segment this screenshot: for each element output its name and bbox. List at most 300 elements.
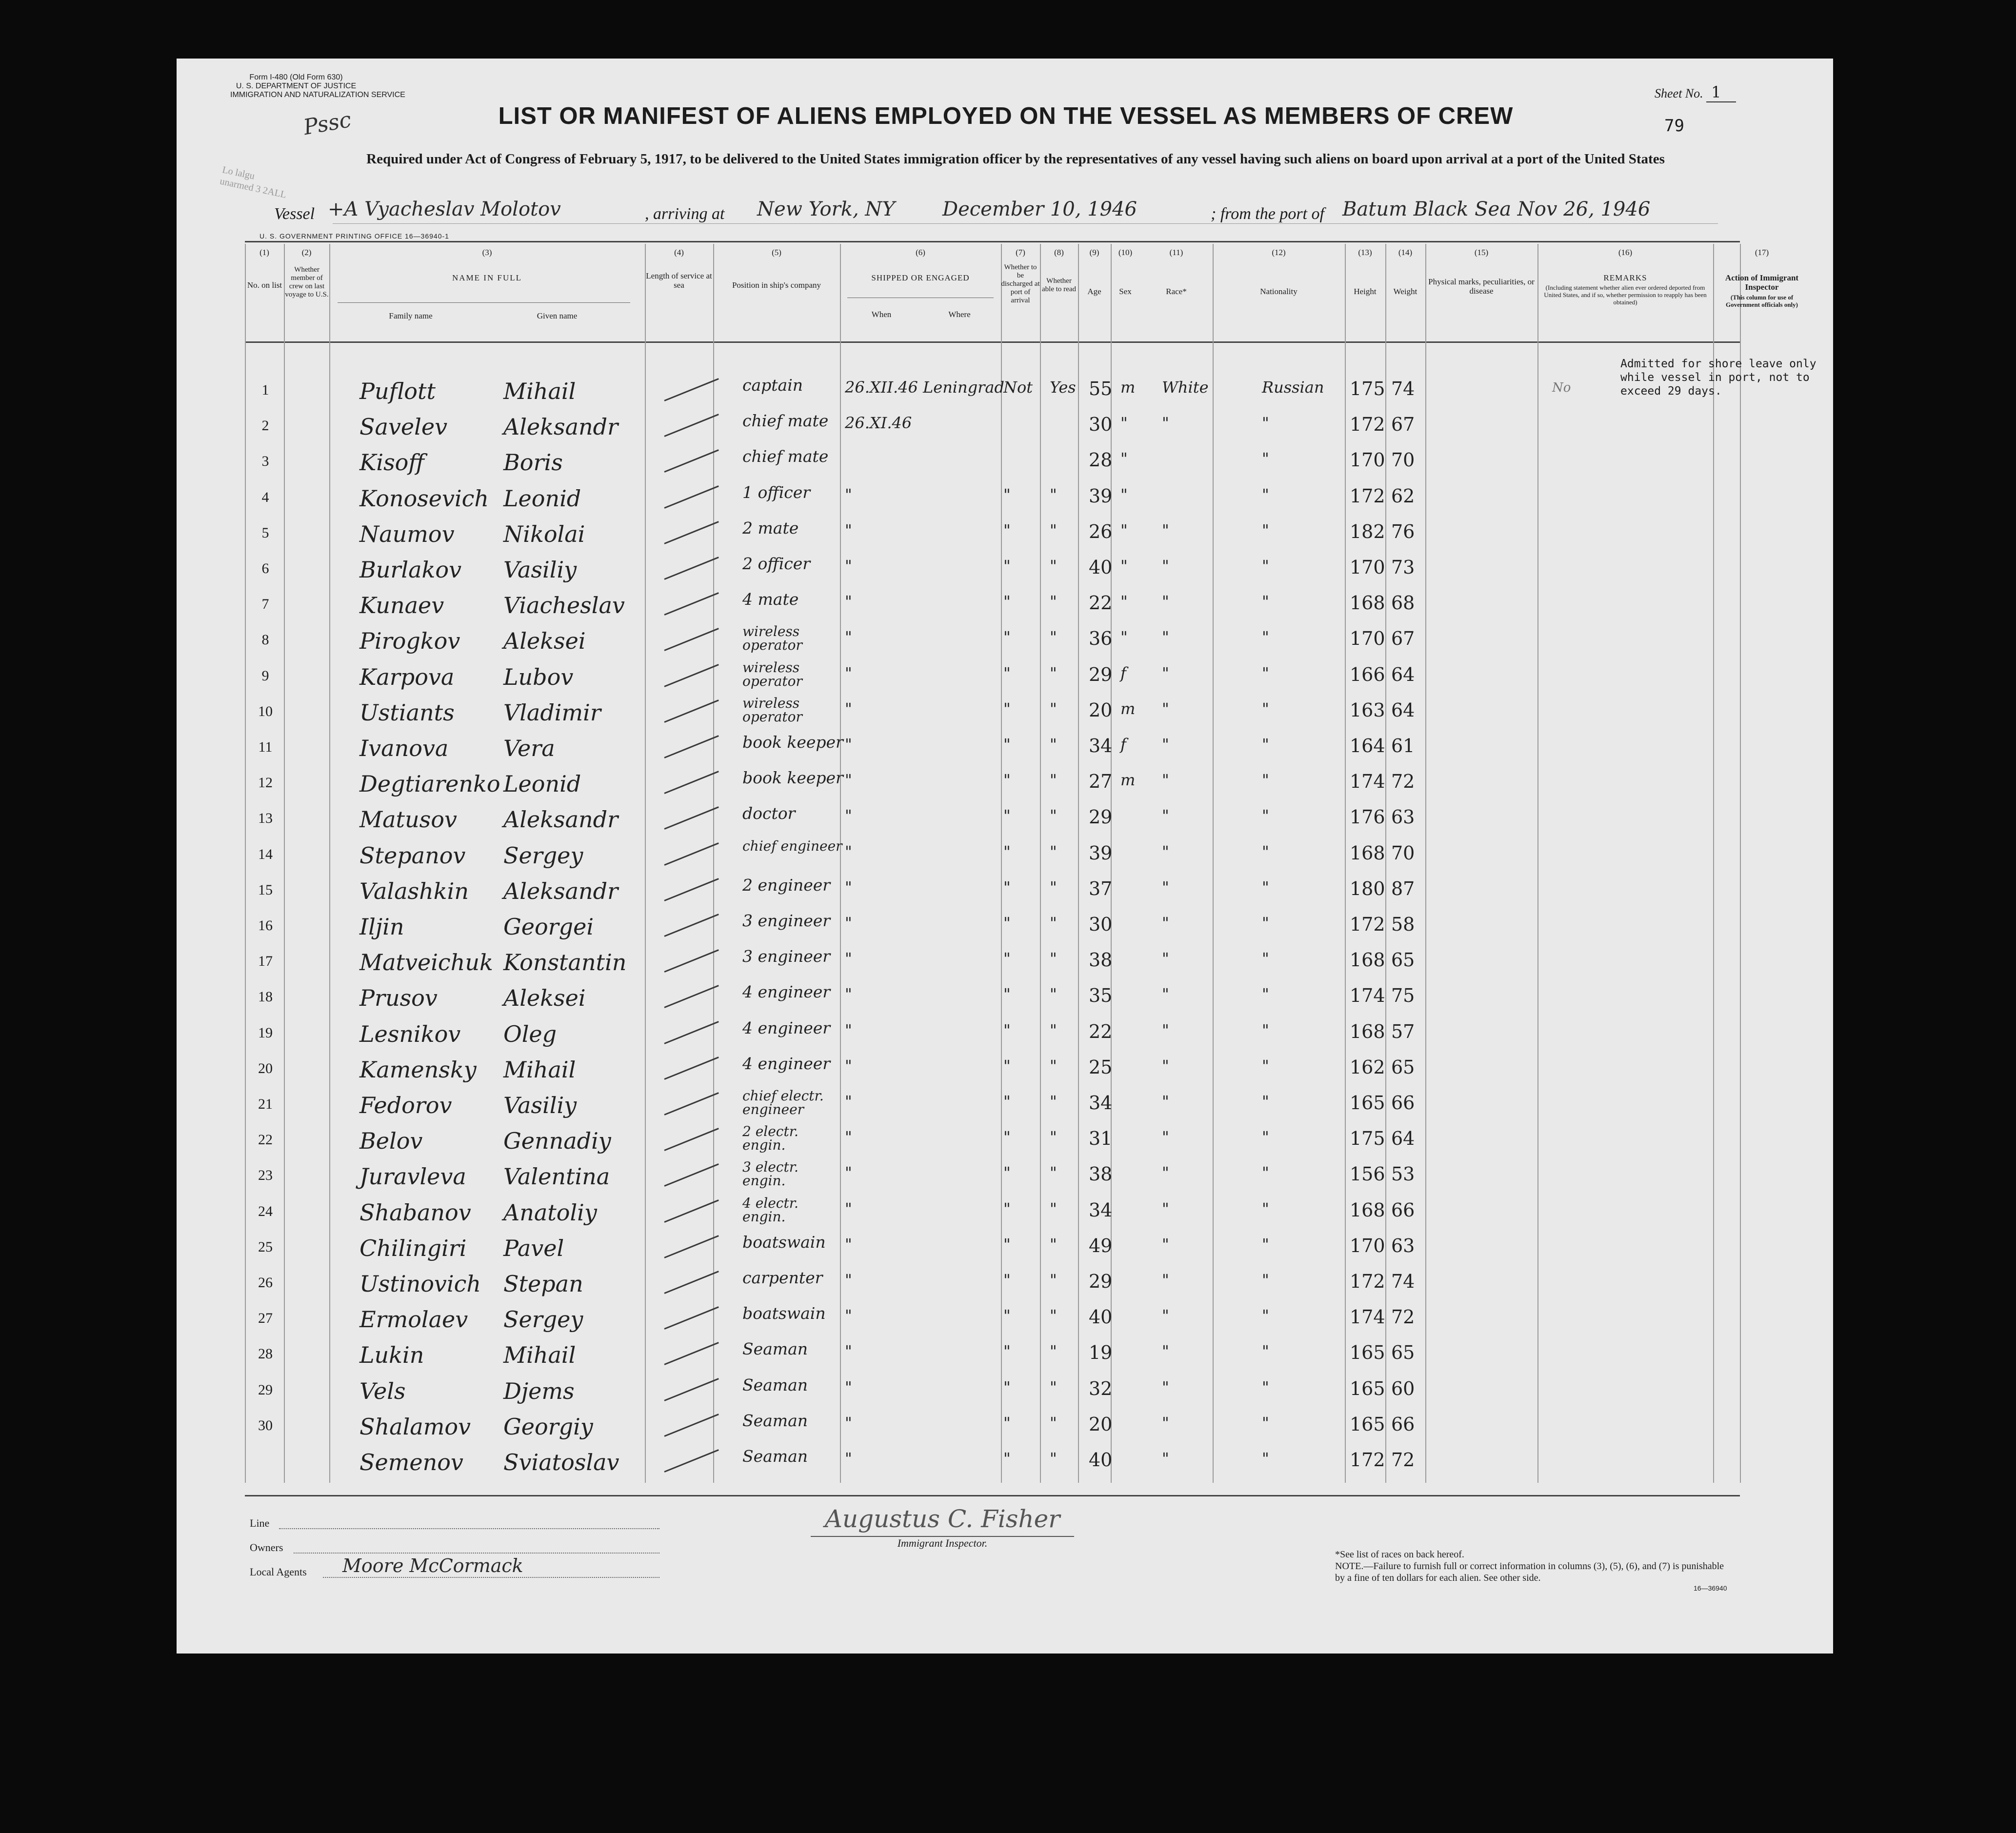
cell-given: Pavel bbox=[503, 1235, 564, 1261]
cell-race: " bbox=[1162, 877, 1169, 897]
header-remarks-sub: (Including statement whether alien ever ordered deported from United States, and if so, whether permission to reapply has been obtained) bbox=[1544, 284, 1707, 306]
cell-weight: 64 bbox=[1391, 663, 1415, 685]
cell-nationality: Russian bbox=[1262, 378, 1324, 397]
line-field bbox=[279, 1528, 659, 1529]
cell-given: Sviatoslav bbox=[503, 1449, 619, 1475]
cell-weight: 62 bbox=[1391, 485, 1415, 507]
cell-discharged: " bbox=[1003, 1056, 1011, 1075]
cell-height: 168 bbox=[1350, 842, 1385, 864]
vessel-underline bbox=[333, 223, 1718, 224]
cell-when: " bbox=[845, 949, 852, 968]
cell-age: 30 bbox=[1089, 414, 1113, 436]
cell-discharged: Not bbox=[1003, 378, 1033, 397]
vessel-name: +A Vyacheslav Molotov bbox=[328, 198, 561, 220]
cell-height: 174 bbox=[1350, 771, 1385, 793]
cell-read: " bbox=[1050, 1449, 1057, 1468]
row-number: 18 bbox=[258, 989, 273, 1005]
cell-read: " bbox=[1050, 949, 1057, 968]
cell-given: Vladimir bbox=[503, 699, 601, 726]
department: U. S. DEPARTMENT OF JUSTICE bbox=[236, 82, 357, 90]
cell-race: " bbox=[1162, 1271, 1169, 1289]
cell-weight: 65 bbox=[1391, 1342, 1415, 1364]
cell-given: Viacheslav bbox=[503, 592, 625, 619]
cell-nationality: " bbox=[1262, 628, 1269, 647]
row-number: 13 bbox=[258, 810, 273, 827]
cell-position: 3 engineer bbox=[742, 947, 831, 966]
row-number: 3 bbox=[261, 453, 269, 470]
handwritten-stamp: Pssc bbox=[301, 107, 353, 140]
cell-height: 172 bbox=[1350, 1449, 1385, 1471]
cell-position: 4 mate bbox=[742, 590, 799, 609]
cell-when: " bbox=[845, 1306, 852, 1325]
header-length-of-service: Length of service at sea bbox=[646, 271, 712, 290]
cell-when: " bbox=[845, 699, 852, 718]
pencil-margin-note: Lo lalgu unarmed 3 2ALL bbox=[219, 164, 288, 200]
row-number: 17 bbox=[258, 953, 273, 970]
cell-given: Sergey bbox=[503, 1306, 583, 1333]
cell-when: " bbox=[845, 1377, 852, 1396]
row-number: 21 bbox=[258, 1096, 273, 1112]
service-dash-mark bbox=[664, 664, 719, 687]
cell-height: 156 bbox=[1350, 1163, 1385, 1185]
header-when: When bbox=[871, 310, 892, 319]
cell-given: Stepan bbox=[503, 1271, 583, 1297]
cell-read: " bbox=[1050, 877, 1057, 897]
row-number: 9 bbox=[261, 667, 269, 684]
cell-when: " bbox=[845, 1163, 852, 1182]
cell-read: " bbox=[1050, 985, 1057, 1004]
cell-discharged: " bbox=[1003, 806, 1011, 825]
cell-family: Pirogkov bbox=[359, 628, 460, 655]
cell-nationality: " bbox=[1262, 914, 1269, 932]
column-number: (11) bbox=[1169, 248, 1183, 257]
cell-given: Nikolai bbox=[503, 520, 585, 547]
cell-nationality: " bbox=[1262, 877, 1269, 897]
cell-age: 34 bbox=[1089, 1199, 1113, 1221]
inspector-signature: Augustus C. Fisher bbox=[824, 1505, 1060, 1533]
cell-weight: 67 bbox=[1391, 628, 1415, 650]
cell-discharged: " bbox=[1003, 1306, 1011, 1325]
row-number: 2 bbox=[261, 418, 269, 434]
cell-sex: m bbox=[1120, 771, 1136, 790]
cell-weight: 66 bbox=[1391, 1413, 1415, 1435]
column-rule bbox=[1385, 244, 1386, 1483]
row-number: 15 bbox=[258, 881, 273, 898]
cell-discharged: " bbox=[1003, 520, 1011, 539]
cell-height: 182 bbox=[1350, 520, 1385, 542]
cell-age: 31 bbox=[1089, 1128, 1113, 1150]
cell-read: " bbox=[1050, 1342, 1057, 1361]
cell-height: 170 bbox=[1350, 628, 1385, 650]
cell-age: 32 bbox=[1089, 1377, 1113, 1399]
cell-sex: " bbox=[1120, 414, 1128, 433]
cell-position: book keeper bbox=[742, 768, 843, 788]
service-dash-mark bbox=[664, 1342, 719, 1366]
service-dash-mark bbox=[664, 699, 719, 723]
service-dash-mark bbox=[664, 1128, 719, 1151]
cell-race: " bbox=[1162, 1306, 1169, 1325]
cell-height: 165 bbox=[1350, 1377, 1385, 1399]
cell-race: " bbox=[1162, 520, 1169, 539]
cell-age: 20 bbox=[1089, 699, 1113, 721]
cell-family: Kunaev bbox=[359, 592, 444, 619]
cell-position: boatswain bbox=[742, 1304, 826, 1323]
cell-discharged: " bbox=[1003, 592, 1011, 611]
service-dash-mark bbox=[664, 414, 719, 437]
sheet-label: Sheet No. bbox=[1655, 86, 1703, 100]
cell-given: Anatoliy bbox=[503, 1199, 597, 1226]
cell-position: chief electr. engineer bbox=[742, 1088, 824, 1117]
cell-discharged: " bbox=[1003, 735, 1011, 754]
cell-height: 172 bbox=[1350, 485, 1385, 507]
cell-height: 180 bbox=[1350, 877, 1385, 899]
cell-weight: 66 bbox=[1391, 1092, 1415, 1114]
header-position: Position in ship's company bbox=[732, 280, 821, 290]
service: IMMIGRATION AND NATURALIZATION SERVICE bbox=[230, 91, 405, 99]
service-dash-mark bbox=[664, 1449, 719, 1473]
cell-discharged: " bbox=[1003, 1199, 1011, 1218]
cell-read: " bbox=[1050, 1020, 1057, 1039]
cell-family: Naumov bbox=[359, 520, 455, 547]
column-number: (13) bbox=[1358, 248, 1372, 257]
row-number: 1 bbox=[261, 382, 269, 398]
sheet-number-value: 1 bbox=[1706, 83, 1736, 102]
cell-when: " bbox=[845, 985, 852, 1004]
service-dash-mark bbox=[664, 1056, 719, 1080]
cell-position: 4 engineer bbox=[742, 982, 831, 1002]
cell-sex: " bbox=[1120, 557, 1128, 575]
arriving-label: , arriving at bbox=[645, 205, 725, 223]
cell-age: 39 bbox=[1089, 842, 1113, 864]
cell-read: " bbox=[1050, 557, 1057, 575]
service-dash-mark bbox=[664, 949, 719, 973]
column-number: (12) bbox=[1272, 248, 1286, 257]
cell-position: 3 engineer bbox=[742, 911, 831, 930]
departure-port: Batum Black Sea Nov 26, 1946 bbox=[1342, 198, 1651, 220]
cell-given: Aleksandr bbox=[503, 806, 619, 833]
cell-height: 170 bbox=[1350, 449, 1385, 471]
cell-sex: f bbox=[1120, 735, 1126, 754]
cell-height: 175 bbox=[1350, 1128, 1385, 1150]
cell-position: chief mate bbox=[742, 411, 829, 431]
cell-position: 2 officer bbox=[742, 554, 811, 573]
cell-age: 39 bbox=[1089, 485, 1113, 507]
cell-weight: 67 bbox=[1391, 414, 1415, 436]
cell-discharged: " bbox=[1003, 699, 1011, 718]
header-remarks: REMARKS bbox=[1603, 273, 1647, 282]
cell-age: 38 bbox=[1089, 1163, 1113, 1185]
cell-race: " bbox=[1162, 1128, 1169, 1147]
column-rule bbox=[1537, 244, 1538, 1483]
row-number: 26 bbox=[258, 1275, 273, 1291]
cell-age: 40 bbox=[1089, 1306, 1113, 1328]
row-number: 23 bbox=[258, 1167, 273, 1184]
service-dash-mark bbox=[664, 735, 719, 758]
cell-read: " bbox=[1050, 699, 1057, 718]
cell-when: " bbox=[845, 1020, 852, 1039]
cell-weight: 73 bbox=[1391, 557, 1415, 578]
cell-weight: 75 bbox=[1391, 985, 1415, 1007]
header-discharged: Whether to be discharged at port of arrival bbox=[1001, 263, 1040, 304]
cell-sex: m bbox=[1120, 699, 1136, 718]
cell-sex: " bbox=[1120, 449, 1128, 468]
cell-age: 40 bbox=[1089, 1449, 1113, 1471]
row-number: 4 bbox=[261, 489, 269, 505]
remarks-typed-note: Admitted for shore leave only while vessel in port, not to exceed 29 days. bbox=[1620, 358, 1816, 398]
cell-nationality: " bbox=[1262, 1128, 1269, 1147]
column-number: (7) bbox=[1016, 248, 1025, 257]
cell-given: Lubov bbox=[503, 663, 574, 690]
cell-age: 27 bbox=[1089, 771, 1113, 793]
cell-race: " bbox=[1162, 557, 1169, 575]
cell-sex: " bbox=[1120, 628, 1128, 647]
cell-weight: 57 bbox=[1391, 1020, 1415, 1042]
service-dash-mark bbox=[664, 521, 719, 544]
cell-nationality: " bbox=[1262, 1449, 1269, 1468]
cell-given: Vera bbox=[503, 735, 555, 761]
footer-notes bbox=[1335, 1549, 1725, 1584]
service-dash-mark bbox=[664, 1021, 719, 1044]
cell-age: 29 bbox=[1089, 663, 1113, 685]
column-rule bbox=[713, 244, 714, 1483]
cell-family: Vels bbox=[359, 1377, 406, 1404]
name-header-rule bbox=[338, 302, 630, 303]
cell-sex: " bbox=[1120, 592, 1128, 611]
cell-discharged: " bbox=[1003, 1449, 1011, 1468]
cell-age: 22 bbox=[1089, 1020, 1113, 1042]
header-sex: Sex bbox=[1119, 287, 1132, 296]
service-dash-mark bbox=[664, 985, 719, 1009]
service-dash-mark bbox=[664, 1378, 719, 1401]
cell-sex: f bbox=[1120, 663, 1126, 682]
cell-given: Sergey bbox=[503, 842, 583, 869]
column-rule bbox=[1345, 244, 1346, 1483]
cell-age: 49 bbox=[1089, 1235, 1113, 1256]
cell-race: " bbox=[1162, 771, 1169, 790]
header-able-to-read: Whether able to read bbox=[1042, 277, 1076, 293]
row-number: 19 bbox=[258, 1024, 273, 1041]
cell-race: " bbox=[1162, 806, 1169, 825]
arrival-date: December 10, 1946 bbox=[942, 198, 1137, 220]
cell-race: " bbox=[1162, 1413, 1169, 1432]
header-height: Height bbox=[1354, 287, 1377, 296]
cell-discharged: " bbox=[1003, 1413, 1011, 1432]
table-bottom-rule bbox=[245, 1495, 1740, 1496]
cell-when: " bbox=[845, 735, 852, 754]
cell-family: Semenov bbox=[359, 1449, 463, 1475]
row-number: 29 bbox=[258, 1381, 273, 1398]
cell-discharged: " bbox=[1003, 877, 1011, 897]
cell-given: Mihail bbox=[503, 1056, 576, 1083]
cell-when: " bbox=[845, 1271, 852, 1289]
cell-family: Fedorov bbox=[359, 1092, 452, 1118]
row-number: 10 bbox=[258, 703, 273, 719]
cell-position: 2 mate bbox=[742, 518, 799, 538]
cell-family: Belov bbox=[359, 1128, 423, 1155]
cell-weight: 65 bbox=[1391, 1056, 1415, 1078]
cell-position: chief mate bbox=[742, 447, 829, 466]
cell-position: Seaman bbox=[742, 1339, 808, 1359]
column-number: (15) bbox=[1474, 248, 1489, 257]
cell-race: " bbox=[1162, 1377, 1169, 1396]
row-number: 16 bbox=[258, 917, 273, 934]
cell-age: 40 bbox=[1089, 557, 1113, 578]
cell-family: Kisoff bbox=[359, 449, 424, 476]
cell-read: " bbox=[1050, 1056, 1057, 1075]
cell-discharged: " bbox=[1003, 949, 1011, 968]
cell-height: 162 bbox=[1350, 1056, 1385, 1078]
cell-read: " bbox=[1050, 663, 1057, 682]
cell-nationality: " bbox=[1262, 1306, 1269, 1325]
cell-nationality: " bbox=[1262, 1271, 1269, 1289]
vessel-label: Vessel bbox=[274, 205, 315, 223]
cell-family: Ustinovich bbox=[359, 1271, 481, 1297]
cell-nationality: " bbox=[1262, 449, 1269, 468]
row-number: 30 bbox=[258, 1417, 273, 1434]
cell-weight: 53 bbox=[1391, 1163, 1415, 1185]
form-code: 16—36940 bbox=[1694, 1584, 1727, 1592]
cell-age: 25 bbox=[1089, 1056, 1113, 1078]
cell-nationality: " bbox=[1262, 1377, 1269, 1396]
column-number: (9) bbox=[1089, 248, 1099, 257]
service-dash-mark bbox=[664, 450, 719, 473]
cell-when: " bbox=[845, 842, 852, 861]
cell-height: 165 bbox=[1350, 1413, 1385, 1435]
cell-age: 20 bbox=[1089, 1413, 1113, 1435]
cell-weight: 58 bbox=[1391, 914, 1415, 935]
cell-discharged: " bbox=[1003, 985, 1011, 1004]
inspector-signature-block bbox=[811, 1505, 1074, 1550]
header-whether-member: Whether member of crew on last voyage to U.S. bbox=[285, 266, 329, 299]
service-dash-mark bbox=[664, 1235, 719, 1258]
header-action-sub: (This column for use of Government officials only) bbox=[1725, 294, 1798, 308]
owners-field bbox=[294, 1552, 659, 1554]
column-number: (3) bbox=[482, 248, 492, 257]
service-dash-mark bbox=[664, 628, 719, 652]
cell-when: " bbox=[845, 1449, 852, 1468]
cell-given: Leonid bbox=[503, 771, 581, 797]
cell-weight: 65 bbox=[1391, 949, 1415, 971]
cell-height: 168 bbox=[1350, 1199, 1385, 1221]
service-dash-mark bbox=[664, 485, 719, 509]
column-rule bbox=[645, 244, 646, 1483]
cell-family: Karpova bbox=[359, 663, 455, 690]
cell-given: Gennadiy bbox=[503, 1128, 611, 1155]
cell-age: 34 bbox=[1089, 1092, 1113, 1114]
cell-race: " bbox=[1162, 1342, 1169, 1361]
cell-nationality: " bbox=[1262, 1163, 1269, 1182]
column-rule bbox=[329, 244, 330, 1483]
cell-family: Juravleva bbox=[359, 1163, 466, 1190]
service-dash-mark bbox=[664, 557, 719, 580]
cell-age: 30 bbox=[1089, 914, 1113, 935]
header-action: Action of Immigrant Inspector bbox=[1725, 273, 1799, 292]
cell-height: 166 bbox=[1350, 663, 1385, 685]
cell-when: " bbox=[845, 628, 852, 647]
cell-family: Puflott bbox=[359, 378, 436, 404]
cell-read: " bbox=[1050, 1235, 1057, 1254]
service-dash-mark bbox=[664, 878, 719, 901]
cell-height: 165 bbox=[1350, 1342, 1385, 1364]
manifest-sheet bbox=[177, 59, 1833, 1654]
cell-nationality: " bbox=[1262, 985, 1269, 1004]
cell-height: 172 bbox=[1350, 914, 1385, 935]
cell-given: Vasiliy bbox=[503, 1092, 577, 1118]
cell-height: 170 bbox=[1350, 1235, 1385, 1256]
cell-position: 4 electr. engin. bbox=[742, 1195, 798, 1225]
cell-age: 29 bbox=[1089, 806, 1113, 828]
cell-race: " bbox=[1162, 1235, 1169, 1254]
cell-position: 4 engineer bbox=[742, 1018, 831, 1037]
service-dash-mark bbox=[664, 771, 719, 794]
cell-discharged: " bbox=[1003, 1092, 1011, 1111]
cell-nationality: " bbox=[1262, 1342, 1269, 1361]
cell-position: boatswain bbox=[742, 1232, 826, 1252]
cell-read: " bbox=[1050, 1163, 1057, 1182]
cell-read: " bbox=[1050, 1271, 1057, 1289]
owners-label: Owners bbox=[250, 1541, 283, 1554]
column-number: (17) bbox=[1755, 248, 1769, 257]
cell-when: " bbox=[845, 485, 852, 504]
cell-race: " bbox=[1162, 735, 1169, 754]
sheet-number bbox=[1655, 83, 1736, 101]
cell-family: Lesnikov bbox=[359, 1020, 461, 1047]
cell-family: Iljin bbox=[359, 914, 404, 940]
cell-height: 172 bbox=[1350, 1271, 1385, 1292]
cell-age: 19 bbox=[1089, 1342, 1113, 1364]
cell-family: Valashkin bbox=[359, 877, 469, 904]
cell-nationality: " bbox=[1262, 663, 1269, 682]
cell-when: " bbox=[845, 1092, 852, 1111]
cell-weight: 72 bbox=[1391, 771, 1415, 793]
column-rule bbox=[1078, 244, 1079, 1483]
cell-nationality: " bbox=[1262, 1056, 1269, 1075]
cell-race: " bbox=[1162, 985, 1169, 1004]
cell-discharged: " bbox=[1003, 1163, 1011, 1182]
cell-age: 26 bbox=[1089, 520, 1113, 542]
service-dash-mark bbox=[664, 1164, 719, 1187]
cell-weight: 63 bbox=[1391, 806, 1415, 828]
page-number: 79 bbox=[1664, 116, 1684, 136]
cell-family: Shabanov bbox=[359, 1199, 471, 1226]
cell-position: 1 officer bbox=[742, 482, 811, 502]
cell-discharged: " bbox=[1003, 1377, 1011, 1396]
cell-weight: 61 bbox=[1391, 735, 1415, 757]
service-dash-mark bbox=[664, 914, 719, 937]
cell-position: 2 engineer bbox=[742, 875, 831, 895]
cell-nationality: " bbox=[1262, 1235, 1269, 1254]
cell-nationality: " bbox=[1262, 557, 1269, 575]
cell-height: 165 bbox=[1350, 1092, 1385, 1114]
cell-when: " bbox=[845, 877, 852, 897]
cell-discharged: " bbox=[1003, 842, 1011, 861]
cell-height: 163 bbox=[1350, 699, 1385, 721]
cell-height: 172 bbox=[1350, 414, 1385, 436]
cell-race: " bbox=[1162, 592, 1169, 611]
cell-nationality: " bbox=[1262, 949, 1269, 968]
column-number: (16) bbox=[1618, 248, 1633, 257]
cell-discharged: " bbox=[1003, 1342, 1011, 1361]
cell-discharged: " bbox=[1003, 485, 1011, 504]
cell-nationality: " bbox=[1262, 806, 1269, 825]
cell-family: Ermolaev bbox=[359, 1306, 468, 1333]
cell-given: Aleksandr bbox=[503, 414, 619, 440]
cell-family: Matusov bbox=[359, 806, 457, 833]
service-dash-mark bbox=[664, 592, 719, 616]
cell-race: " bbox=[1162, 1449, 1169, 1468]
cell-position: Seaman bbox=[742, 1411, 808, 1430]
cell-read: " bbox=[1050, 628, 1057, 647]
